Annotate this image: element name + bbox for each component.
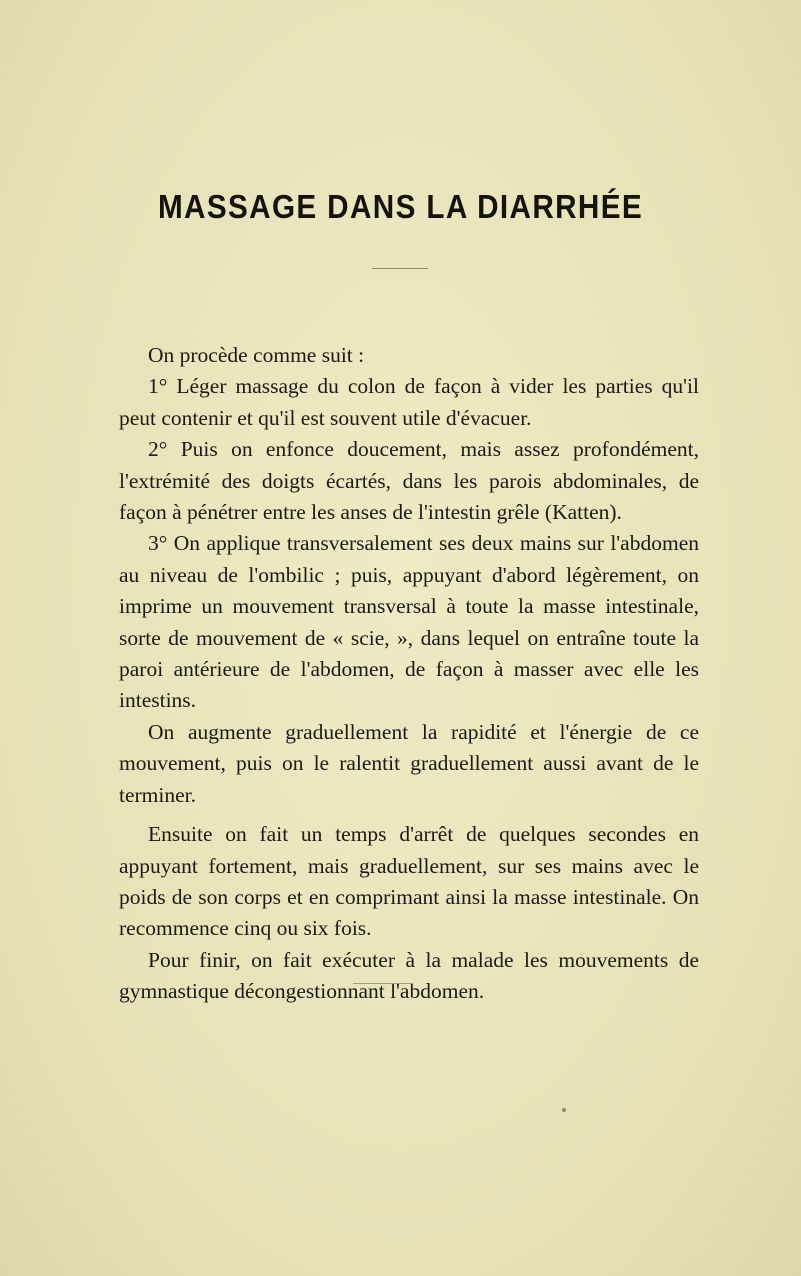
- title-separator-rule: [372, 268, 428, 269]
- paragraph-step-3: 3° On applique transversalement ses deux mains sur l'abdomen au niveau de l'ombilic ; puis, appuyant d'abord légèrement, on imprime un mouvement transversal à toute la masse intestinale, sorte de mouvement de « scie, », dans lequel on entraîne toute la paroi antérieure de l'abdomen, de façon à masser avec elle les intestins.: [119, 531, 699, 713]
- chapter-title: MASSAGE DANS LA DIARRHÉE: [157, 188, 644, 225]
- paragraph-step-1: 1° Léger massage du colon de façon à vider les parties qu'il peut contenir et qu'il est souvent utile d'évacuer.: [119, 374, 699, 430]
- paragraph-step-2: 2° Puis on enfonce doucement, mais assez profondément, l'extrémité des doigts écartés, dans les parois abdominales, de façon à pénétrer entre les anses de l'intestin grêle (Katten).: [119, 437, 699, 525]
- paragraph-step-3-continued: On augmente graduellement la rapidité et l'énergie de ce mouvement, puis on le ralentit graduellement aussi avant de le terminer.: [119, 719, 699, 807]
- end-separator-rule: [353, 983, 413, 984]
- paper-speck: [562, 1108, 566, 1112]
- paragraph-finish: Pour finir, on fait exécuter à la malade les mouvements de gymnastique décongestionnant l'abdomen.: [119, 947, 699, 1004]
- body-text: [119, 340, 699, 1008]
- paragraph-intro: On procède comme suit :: [148, 343, 365, 367]
- paragraph-pause: Ensuite on fait un temps d'arrêt de quelques secondes en appuyant fortement, mais graduellement, sur ses mains avec le poids de son corps et en comprimant ainsi la masse intestinale. On recommence cinq ou six fois.: [119, 822, 699, 941]
